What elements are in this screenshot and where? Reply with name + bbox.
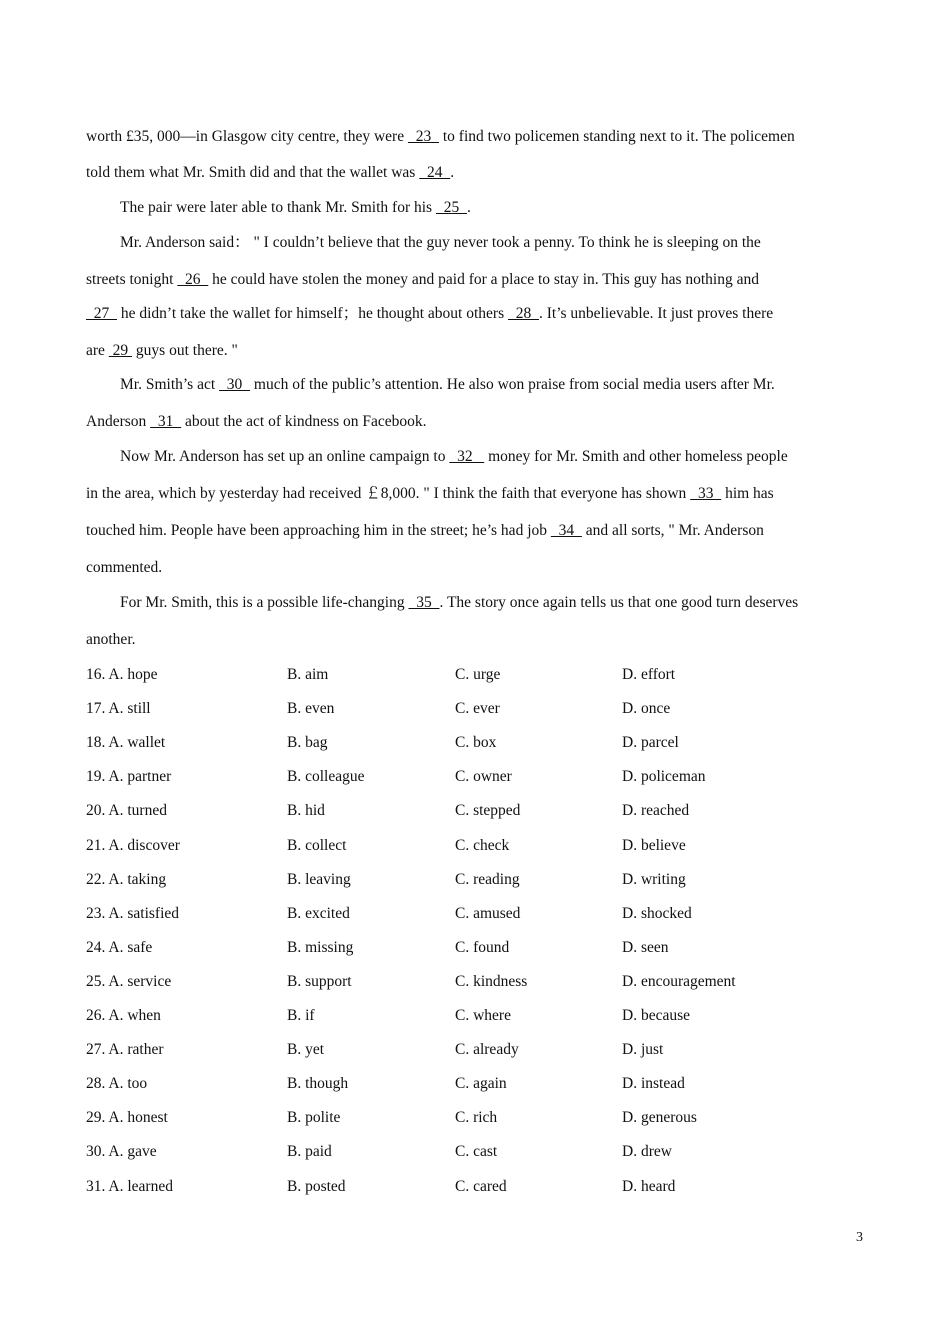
option-d: D. believe (622, 837, 686, 854)
question-row (86, 1108, 866, 1128)
passage-text: Anderson (86, 413, 151, 430)
passage-line (86, 304, 773, 324)
option-d: D. generous (622, 1109, 697, 1126)
question-row (86, 767, 866, 787)
option-c: C. reading (455, 871, 520, 888)
passage-line (86, 341, 238, 361)
passage-text: Mr. Smith’s act (120, 376, 220, 393)
option-a-text: A. turned (108, 802, 167, 819)
option-d: D. policeman (622, 768, 706, 785)
option-d: D. once (622, 700, 671, 717)
passage-text: commented. (86, 559, 163, 576)
question-number: 28. (86, 1075, 106, 1092)
question-number: 23. (86, 905, 106, 922)
passage-text: him has (721, 485, 774, 502)
question-number: 18. (86, 734, 106, 751)
option-a-text: A. wallet (108, 734, 166, 751)
option-b: B. colleague (287, 768, 365, 785)
option-a-text: A. satisfied (108, 905, 180, 922)
option-c: C. found (455, 939, 510, 956)
option-a (86, 836, 180, 856)
passage-line (86, 521, 764, 541)
question-row (86, 699, 866, 719)
passage-text: streets tonight (86, 271, 178, 288)
option-b: B. excited (287, 905, 350, 922)
option-b: B. posted (287, 1178, 346, 1195)
question-row (86, 938, 866, 958)
passage-text: money for Mr. Smith and other homeless people (484, 448, 788, 465)
option-b: B. leaving (287, 871, 351, 888)
option-b: B. collect (287, 837, 347, 854)
option-a (86, 870, 166, 890)
passage-line (86, 127, 795, 147)
passage-text: about the act of kindness on Facebook. (181, 413, 427, 430)
option-c: C. kindness (455, 973, 528, 990)
option-a-text: A. still (108, 700, 151, 717)
question-number: 25. (86, 973, 106, 990)
option-c: C. stepped (455, 802, 521, 819)
option-a-text: A. service (108, 973, 172, 990)
option-a-text: A. taking (108, 871, 167, 888)
blank-32: 32 (449, 448, 485, 465)
option-a (86, 1177, 173, 1197)
question-number: 20. (86, 802, 106, 819)
option-a-text: A. gave (108, 1143, 157, 1160)
option-b: B. aim (287, 666, 329, 683)
question-row (86, 972, 866, 992)
question-number: 24. (86, 939, 106, 956)
question-row (86, 801, 866, 821)
option-a-text: A. too (108, 1075, 148, 1092)
question-number: 19. (86, 768, 106, 785)
option-d: D. reached (622, 802, 690, 819)
question-row (86, 1074, 866, 1094)
option-a (86, 1142, 157, 1162)
option-d: D. heard (622, 1178, 676, 1195)
page-number: 3 (856, 1230, 863, 1245)
blank-27: 27 (86, 305, 117, 322)
passage-text: For Mr. Smith, this is a possible life-changing (120, 594, 409, 611)
option-a-text: A. hope (108, 666, 158, 683)
passage-line (120, 198, 471, 218)
option-d: D. encouragement (622, 973, 736, 990)
question-row (86, 904, 866, 924)
question-number: 17. (86, 700, 106, 717)
blank-29: 29 (108, 342, 133, 359)
question-row (86, 1040, 866, 1060)
passage-line (86, 412, 427, 432)
passage-text: worth £35, 000—in Glasgow city centre, they were (86, 128, 408, 145)
option-a (86, 904, 179, 924)
question-row (86, 1142, 866, 1162)
option-c: C. urge (455, 666, 501, 683)
question-number: 27. (86, 1041, 106, 1058)
blank-28: 28 (508, 305, 539, 322)
blank-30: 30 (219, 376, 251, 393)
passage-line (86, 630, 136, 650)
option-b: B. paid (287, 1143, 332, 1160)
option-b: B. yet (287, 1041, 325, 1058)
option-d: D. drew (622, 1143, 672, 1160)
option-d: D. because (622, 1007, 690, 1024)
blank-33: 33 (690, 485, 722, 502)
passage-text: . (466, 199, 471, 216)
passage-text: told them what Mr. Smith did and that the wallet was (86, 164, 420, 181)
option-a-text: A. discover (108, 837, 180, 854)
passage-text: are (86, 342, 109, 359)
option-b: B. missing (287, 939, 354, 956)
option-a (86, 801, 167, 821)
passage-text: . (450, 164, 455, 181)
option-d: D. just (622, 1041, 664, 1058)
option-c: C. check (455, 837, 510, 854)
passage-line (120, 375, 775, 395)
option-b: B. if (287, 1007, 315, 1024)
blank-25: 25 (435, 199, 467, 216)
option-d: D. instead (622, 1075, 685, 1092)
passage-line (86, 163, 454, 183)
question-number: 22. (86, 871, 106, 888)
option-d: D. effort (622, 666, 676, 683)
option-d: D. shocked (622, 905, 692, 922)
option-a-text: A. when (108, 1007, 161, 1024)
question-row (86, 870, 866, 890)
blank-26: 26 (177, 271, 209, 288)
passage-line (120, 447, 788, 467)
passage-text: much of the public’s attention. He also won praise from social media users after Mr. (250, 376, 775, 393)
option-a (86, 665, 157, 685)
question-number: 16. (86, 666, 106, 683)
question-number: 26. (86, 1007, 106, 1024)
passage-text: to find two policemen standing next to it. The policemen (438, 128, 795, 145)
option-c: C. amused (455, 905, 521, 922)
blank-34: 34 (550, 522, 582, 539)
option-c: C. ever (455, 700, 500, 717)
option-c: C. already (455, 1041, 519, 1058)
blank-31: 31 (150, 413, 182, 430)
option-a-text: A. learned (108, 1178, 173, 1195)
passage-text: in the area, which by yesterday had received ￡8,000. " I think the faith that everyone has shown (86, 485, 691, 502)
option-a (86, 1074, 147, 1094)
option-b: B. hid (287, 802, 325, 819)
option-a (86, 767, 171, 787)
question-row (86, 665, 866, 685)
blank-23: 23 (407, 128, 439, 145)
passage-text: another. (86, 631, 136, 648)
passage-line (86, 270, 759, 290)
option-b: B. though (287, 1075, 349, 1092)
passage-text: he could have stolen the money and paid for a place to stay in. This guy has nothing and (208, 271, 759, 288)
passage-line (86, 558, 162, 578)
option-b: B. bag (287, 734, 328, 751)
option-c: C. cast (455, 1143, 498, 1160)
question-row (86, 836, 866, 856)
option-c: C. box (455, 734, 497, 751)
passage-text: Now Mr. Anderson has set up an online campaign to (120, 448, 450, 465)
option-a (86, 699, 151, 719)
passage-line (120, 593, 798, 613)
option-a-text: A. partner (108, 768, 172, 785)
passage-text: and all sorts, " Mr. Anderson (581, 522, 764, 539)
passage-text: touched him. People have been approaching him in the street; he’s had job (86, 522, 551, 539)
option-d: D. parcel (622, 734, 679, 751)
option-a-text: A. rather (108, 1041, 164, 1058)
passage-line (86, 484, 774, 504)
option-c: C. owner (455, 768, 512, 785)
option-d: D. writing (622, 871, 686, 888)
option-c: C. cared (455, 1178, 507, 1195)
option-a (86, 972, 171, 992)
passage-text: Mr. Anderson said： " I couldn’t believe that the guy never took a penny. To think he is sleeping on the (120, 234, 761, 251)
passage-text: guys out there. " (132, 342, 238, 359)
option-b: B. support (287, 973, 352, 990)
option-a (86, 733, 165, 753)
option-c: C. rich (455, 1109, 498, 1126)
option-c: C. where (455, 1007, 511, 1024)
option-b: B. even (287, 700, 335, 717)
question-number: 21. (86, 837, 106, 854)
option-c: C. again (455, 1075, 507, 1092)
question-row (86, 1177, 866, 1197)
option-a-text: A. safe (108, 939, 153, 956)
option-a (86, 1108, 168, 1128)
question-number: 31. (86, 1178, 106, 1195)
passage-line (120, 233, 761, 253)
option-a (86, 1006, 161, 1026)
blank-24: 24 (419, 164, 451, 181)
question-number: 29. (86, 1109, 106, 1126)
option-a-text: A. honest (108, 1109, 168, 1126)
passage-text: . The story once again tells us that one good turn deserves (439, 594, 799, 611)
blank-35: 35 (408, 594, 440, 611)
passage-text: he didn’t take the wallet for himself；he thought about others (117, 305, 508, 322)
question-number: 30. (86, 1143, 106, 1160)
passage-text: . It’s unbelievable. It just proves there (539, 305, 774, 322)
option-a (86, 1040, 164, 1060)
passage-text: The pair were later able to thank Mr. Smith for his (120, 199, 436, 216)
option-a (86, 938, 152, 958)
option-b: B. polite (287, 1109, 341, 1126)
option-d: D. seen (622, 939, 669, 956)
question-row (86, 1006, 866, 1026)
question-row (86, 733, 866, 753)
